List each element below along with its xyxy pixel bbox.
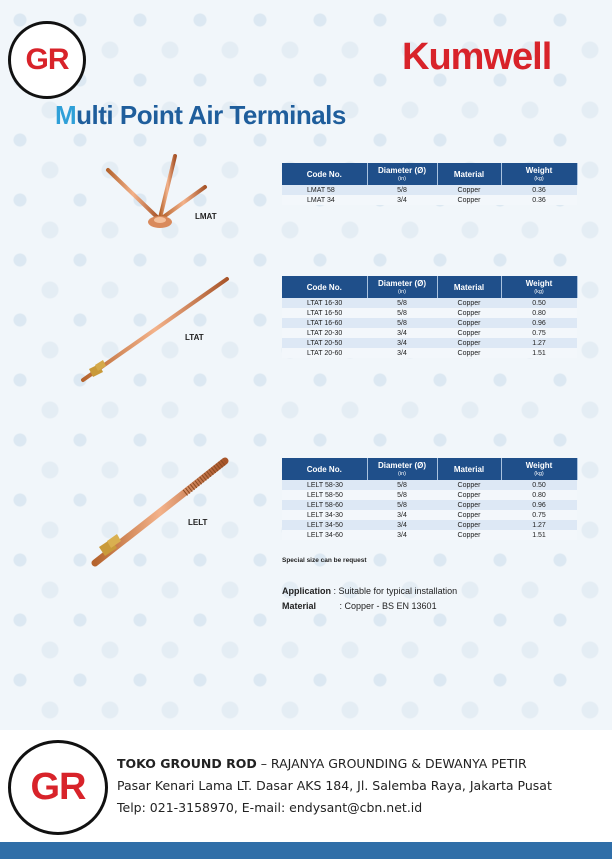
col-header-material: Material — [437, 458, 501, 480]
cell-weight: 0.96 — [501, 500, 577, 510]
cell-diameter: 5/8 — [367, 500, 437, 510]
lmat-product-image — [100, 150, 220, 235]
cell-weight: 1.27 — [501, 520, 577, 530]
table-row — [282, 338, 577, 348]
gr-logo-footer-text: GR — [30, 766, 86, 808]
lelt-product-image — [85, 455, 235, 570]
table-row — [282, 510, 577, 520]
title-rest: ulti Point Air Terminals — [76, 100, 346, 130]
table-row — [282, 328, 577, 338]
table-row — [282, 298, 577, 308]
footer-address: Pasar Kenari Lama LT. Dasar AKS 184, Jl. Salemba Raya, Jakarta Pusat — [117, 778, 552, 793]
cell-material: Copper — [437, 530, 501, 540]
cell-code: LELT 58-50 — [282, 490, 367, 500]
material-value: : Copper - BS EN 13601 — [339, 601, 437, 611]
cell-diameter: 3/4 — [367, 195, 437, 205]
gr-logo-footer — [8, 740, 108, 835]
application-line — [282, 586, 457, 596]
gr-logo-text: GR — [25, 43, 69, 76]
cell-weight: 0.50 — [501, 298, 577, 308]
cell-material: Copper — [437, 520, 501, 530]
cell-material: Copper — [437, 195, 501, 205]
cell-diameter: 5/8 — [367, 480, 437, 490]
cell-diameter: 3/4 — [367, 348, 437, 358]
cell-diameter: 3/4 — [367, 530, 437, 540]
cell-diameter: 5/8 — [367, 318, 437, 328]
table-row — [282, 520, 577, 530]
table-row — [282, 185, 577, 195]
cell-diameter: 3/4 — [367, 510, 437, 520]
cell-weight: 1.51 — [501, 348, 577, 358]
table-row — [282, 308, 577, 318]
cell-code: LTAT 20-30 — [282, 328, 367, 338]
spec-table-ltat — [282, 276, 578, 358]
spec-table-lelt — [282, 458, 578, 540]
col-header-diameter: Diameter (Ø) (in) — [367, 458, 437, 480]
table-header-row — [282, 276, 577, 298]
cell-diameter: 5/8 — [367, 298, 437, 308]
cell-material: Copper — [437, 490, 501, 500]
cell-weight: 1.27 — [501, 338, 577, 348]
cell-code: LTAT 16-50 — [282, 308, 367, 318]
table-header-row — [282, 458, 577, 480]
cell-material: Copper — [437, 318, 501, 328]
cell-weight: 0.36 — [501, 185, 577, 195]
product-label-lelt: LELT — [188, 518, 208, 527]
title-initial: M — [55, 100, 77, 130]
col-header-diameter: Diameter (Ø) (in) — [367, 276, 437, 298]
col-header-weight: Weight (kg) — [501, 163, 577, 185]
cell-code: LMAT 34 — [282, 195, 367, 205]
table-row — [282, 490, 577, 500]
table-row — [282, 318, 577, 328]
cell-material: Copper — [437, 338, 501, 348]
material-label: Material — [282, 601, 317, 611]
product-label-ltat: LTAT — [185, 333, 204, 342]
table-row — [282, 195, 577, 205]
cell-weight: 0.50 — [501, 480, 577, 490]
cell-diameter: 3/4 — [367, 338, 437, 348]
table-row — [282, 480, 577, 490]
product-label-lmat: LMAT — [195, 212, 217, 221]
col-header-weight: Weight (kg) — [501, 458, 577, 480]
cell-code: LELT 34-30 — [282, 510, 367, 520]
cell-weight: 0.80 — [501, 308, 577, 318]
cell-code: LTAT 20-60 — [282, 348, 367, 358]
cell-weight: 0.80 — [501, 490, 577, 500]
col-header-code: Code No. — [282, 276, 367, 298]
cell-code: LTAT 20-50 — [282, 338, 367, 348]
gr-logo — [8, 21, 86, 99]
col-header-code: Code No. — [282, 163, 367, 185]
cell-material: Copper — [437, 500, 501, 510]
cell-diameter: 5/8 — [367, 185, 437, 195]
col-header-weight: Weight (kg) — [501, 276, 577, 298]
table-row — [282, 348, 577, 358]
cell-code: LELT 58-60 — [282, 500, 367, 510]
cell-diameter: 5/8 — [367, 490, 437, 500]
cell-diameter: 3/4 — [367, 520, 437, 530]
cell-material: Copper — [437, 348, 501, 358]
spec-table-lmat — [282, 163, 578, 205]
cell-diameter: 3/4 — [367, 328, 437, 338]
application-label: Application — [282, 586, 331, 596]
ltat-product-image — [75, 275, 235, 390]
page-title — [55, 100, 346, 131]
cell-code: LTAT 16-60 — [282, 318, 367, 328]
special-size-note: Special size can be request — [282, 557, 367, 564]
cell-code: LELT 58-30 — [282, 480, 367, 490]
cell-material: Copper — [437, 480, 501, 490]
footer-contact: Telp: 021-3158970, E-mail: endysant@cbn.net.id — [117, 800, 423, 815]
cell-code: LELT 34-50 — [282, 520, 367, 530]
col-header-material: Material — [437, 163, 501, 185]
table-row — [282, 500, 577, 510]
cell-material: Copper — [437, 510, 501, 520]
col-header-material: Material — [437, 276, 501, 298]
material-line — [282, 601, 437, 611]
col-header-code: Code No. — [282, 458, 367, 480]
col-header-diameter: Diameter (Ø) (in) — [367, 163, 437, 185]
cell-weight: 1.51 — [501, 530, 577, 540]
cell-code: LTAT 16-30 — [282, 298, 367, 308]
footer-company-line — [117, 756, 527, 771]
footer-tagline: – RAJANYA GROUNDING & DEWANYA PETIR — [256, 756, 527, 771]
footer-company: TOKO GROUND ROD — [117, 756, 257, 771]
application-value: : Suitable for typical installation — [333, 586, 458, 596]
cell-code: LMAT 58 — [282, 185, 367, 195]
footer-strip — [0, 842, 612, 859]
table-row — [282, 530, 577, 540]
cell-material: Copper — [437, 328, 501, 338]
cell-code: LELT 34-60 — [282, 530, 367, 540]
cell-weight: 0.36 — [501, 195, 577, 205]
cell-weight: 0.96 — [501, 318, 577, 328]
cell-diameter: 5/8 — [367, 308, 437, 318]
brand-logo-kumwell: Kumwell — [402, 36, 552, 78]
table-header-row — [282, 163, 577, 185]
cell-material: Copper — [437, 298, 501, 308]
cell-material: Copper — [437, 308, 501, 318]
cell-weight: 0.75 — [501, 328, 577, 338]
cell-weight: 0.75 — [501, 510, 577, 520]
cell-material: Copper — [437, 185, 501, 195]
